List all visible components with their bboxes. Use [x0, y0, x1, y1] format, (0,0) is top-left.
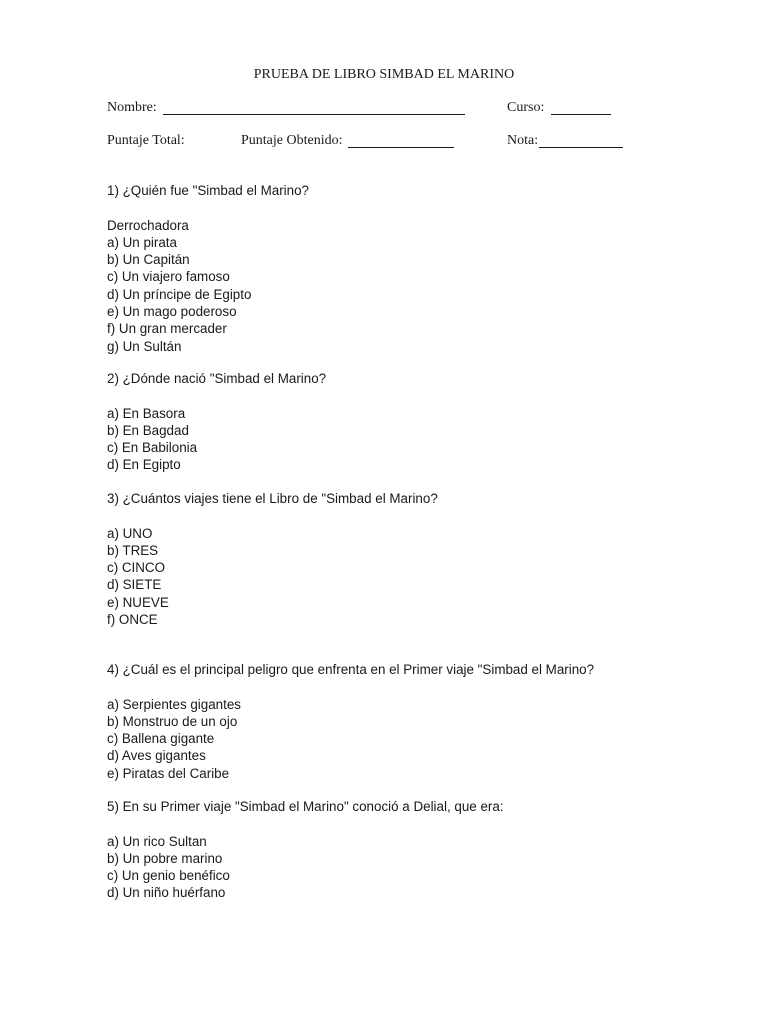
nota-label: Nota: — [507, 133, 539, 148]
spacer — [107, 199, 727, 216]
curso-label: Curso: — [507, 100, 545, 115]
answer-option: c) En Babilonia — [107, 440, 198, 456]
question-prompt: 4) ¿Cuál es el principal peligro que enfrenta en el Primer viaje "Simbad el Marino? — [107, 662, 595, 677]
answer-option: e) NUEVE — [107, 594, 169, 610]
page-title: PRUEBA DE LIBRO SIMBAD EL MARINO — [253, 67, 515, 82]
answer-option: b) En Bagdad — [107, 422, 189, 438]
answer-option: c) Ballena gigante — [107, 731, 215, 747]
answer-option: g) Un Sultán — [107, 338, 182, 354]
puntaje-total-label: Puntaje Total: — [107, 133, 185, 148]
spacer — [107, 678, 727, 695]
answer-option: c) CINCO — [107, 560, 166, 576]
question-5 — [107, 798, 727, 902]
curso-blank-line — [551, 114, 611, 115]
answer-option: d) SIETE — [107, 577, 162, 593]
question-3 — [107, 490, 727, 628]
question-1 — [107, 182, 727, 355]
question-note: Derrochadora — [107, 217, 189, 233]
nombre-blank-line — [163, 114, 465, 115]
answer-option: f) ONCE — [107, 612, 158, 628]
nombre-label: Nombre: — [107, 100, 157, 115]
answer-option: d) En Egipto — [107, 457, 181, 473]
spacer — [107, 507, 727, 524]
question-prompt: 5) En su Primer viaje "Simbad el Marino" conoció a Delial, que era: — [107, 799, 504, 814]
question-2 — [107, 370, 727, 474]
spacer — [107, 815, 727, 832]
answer-option: d) Un príncipe de Egipto — [107, 286, 252, 302]
puntaje-obtenido-blank-line — [348, 147, 454, 148]
answer-option: a) Serpientes gigantes — [107, 696, 241, 712]
answer-option: b) Monstruo de un ojo — [107, 713, 238, 729]
answer-option: a) UNO — [107, 525, 153, 541]
answer-option: b) Un Capitán — [107, 252, 190, 268]
answer-option: e) Piratas del Caribe — [107, 765, 230, 781]
answer-option: a) Un rico Sultan — [107, 833, 207, 849]
spacer — [107, 387, 727, 404]
question-4 — [107, 661, 727, 782]
answer-option: d) Un niño huérfano — [107, 885, 226, 901]
question-prompt: 2) ¿Dónde nació "Simbad el Marino? — [107, 371, 327, 386]
nota-blank-line — [539, 147, 623, 148]
answer-option: b) TRES — [107, 542, 159, 558]
answer-option: b) Un pobre marino — [107, 850, 223, 866]
answer-option: d) Aves gigantes — [107, 748, 206, 764]
answer-option: e) Un mago poderoso — [107, 304, 237, 320]
answer-option: f) Un gran mercader — [107, 321, 227, 337]
answer-option: c) Un genio benéfico — [107, 868, 230, 884]
question-prompt: 1) ¿Quién fue "Simbad el Marino? — [107, 183, 309, 198]
question-prompt: 3) ¿Cuántos viajes tiene el Libro de "Simbad el Marino? — [107, 491, 438, 506]
puntaje-obtenido-label: Puntaje Obtenido: — [241, 133, 343, 148]
answer-option: c) Un viajero famoso — [107, 269, 230, 285]
answer-option: a) Un pirata — [107, 234, 177, 250]
answer-option: a) En Basora — [107, 405, 186, 421]
